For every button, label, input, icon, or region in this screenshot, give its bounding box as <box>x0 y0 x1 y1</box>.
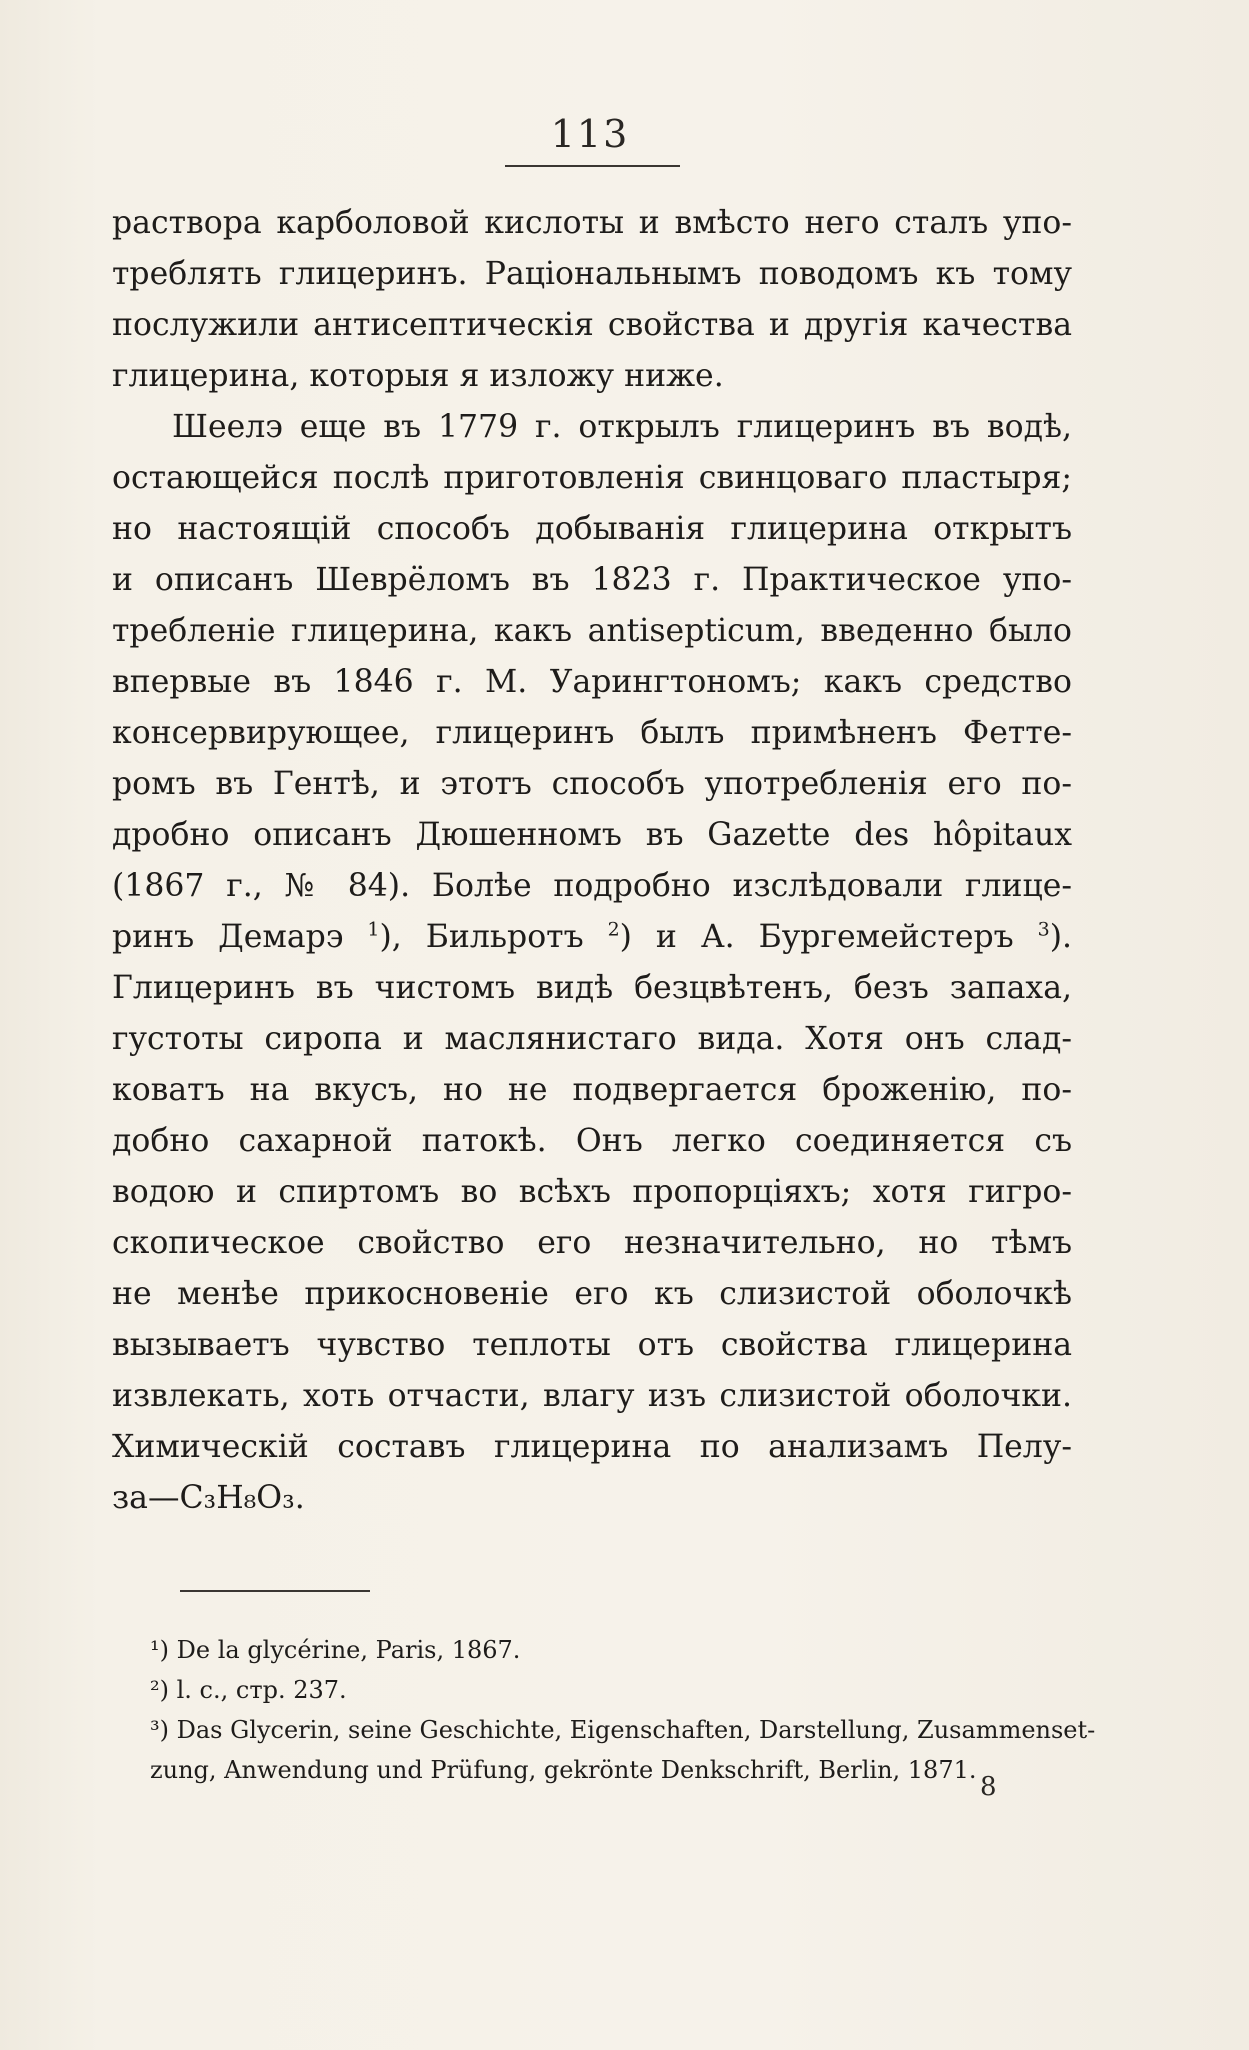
text-line: ромъ въ Гентѣ, и этотъ способъ употребленія его по- <box>112 766 1072 802</box>
text-line: не менѣе прикосновеніе его къ слизистой оболочкѣ <box>112 1276 1072 1312</box>
text-line: коватъ на вкусъ, но не подвергается броженію, по- <box>112 1072 1072 1108</box>
text-line: треблять глицеринъ. Раціональнымъ поводомъ къ тому <box>112 256 1072 292</box>
paragraph-1 <box>112 198 1072 402</box>
text-line: скопическое свойство его незначительно, но тѣмъ <box>112 1225 1072 1261</box>
footnote-mark: ¹) <box>150 1636 169 1664</box>
page-number: 113 <box>550 112 630 156</box>
text-line: требленіе глицерина, какъ antisepticum, введенно было <box>112 613 1072 649</box>
text-line: глицерина, которыя я изложу ниже. <box>112 358 724 394</box>
text-line: водою и спиртомъ во всѣхъ пропорціяхъ; хотя гигро- <box>112 1174 1072 1210</box>
text-fragment: ). <box>1049 919 1073 955</box>
text-line: за—C₃H₈O₃. <box>112 1480 305 1516</box>
text-line-with-footnotes <box>112 912 1072 963</box>
text-fragment: ) и А. Бургемейстеръ <box>619 919 1014 955</box>
text-line: но настоящій способъ добыванія глицерина открытъ <box>112 511 1072 547</box>
text-line: добно сахарной патокѣ. Онъ легко соединяется съ <box>112 1123 1072 1159</box>
footnote-3 <box>150 1710 1096 1750</box>
main-text <box>112 198 1072 1524</box>
footnote-mark: ²) <box>150 1676 169 1704</box>
footnote-ref-3: 3 <box>1037 918 1050 941</box>
text-fragment: ), Бильротъ <box>379 919 584 955</box>
paragraph-2 <box>112 402 1072 1524</box>
text-line: послужили антисептическія свойства и другія качества <box>112 307 1072 343</box>
footnote-ref-2: 2 <box>607 918 620 941</box>
signature-mark: 8 <box>980 1772 997 1802</box>
text-line: раствора карболовой кислоты и вмѣсто него сталъ упо- <box>112 205 1072 241</box>
text-fragment: ринъ Демарэ <box>112 919 344 955</box>
text-line: Шеелэ еще въ 1779 г. открылъ глицеринъ въ водѣ, <box>172 409 1072 445</box>
text-line: впервые въ 1846 г. М. Уарингтономъ; какъ средство <box>112 664 1072 700</box>
footnote-ref-1: 1 <box>367 918 380 941</box>
text-line: и описанъ Шеврёломъ въ 1823 г. Практическое упо- <box>112 562 1072 598</box>
footnote-text: De la glycérine, Paris, 1867. <box>176 1636 521 1664</box>
footnote-2 <box>150 1670 1075 1710</box>
footnote-text: l. c., стр. 237. <box>176 1676 347 1704</box>
footnote-1 <box>150 1630 1075 1670</box>
footnotes <box>150 1630 1096 1790</box>
text-line: Глицеринъ въ чистомъ видѣ безцвѣтенъ, безъ запаха, <box>112 970 1072 1006</box>
text-line: дробно описанъ Дюшенномъ въ Gazette des hôpitaux <box>112 817 1072 853</box>
text-line: консервирующее, глицеринъ былъ примѣненъ Фетте- <box>112 715 1072 751</box>
text-line: густоты сиропа и маслянистаго вида. Хотя онъ слад- <box>112 1021 1072 1057</box>
header-rule <box>505 165 680 167</box>
text-line: вызываетъ чувство теплоты отъ свойства глицерина <box>112 1327 1072 1363</box>
footnote-3-continuation: zung, Anwendung und Prüfung, gekrönte Denkschrift, Berlin, 1871. <box>150 1756 977 1784</box>
footnote-rule <box>180 1590 370 1592</box>
text-line: остающейся послѣ приготовленія свинцоваго пластыря; <box>112 460 1072 496</box>
text-line: Химическій составъ глицерина по анализамъ Пелу- <box>112 1429 1072 1465</box>
footnote-mark: ³) <box>150 1716 169 1744</box>
text-line: (1867 г., № 84). Болѣе подробно изслѣдовали глице- <box>112 868 1072 904</box>
footnote-text: Das Glycerin, seine Geschichte, Eigenschaften, Darstellung, Zusammenset- <box>176 1716 1096 1744</box>
text-line: извлекать, хоть отчасти, влагу изъ слизистой оболочки. <box>112 1378 1072 1414</box>
